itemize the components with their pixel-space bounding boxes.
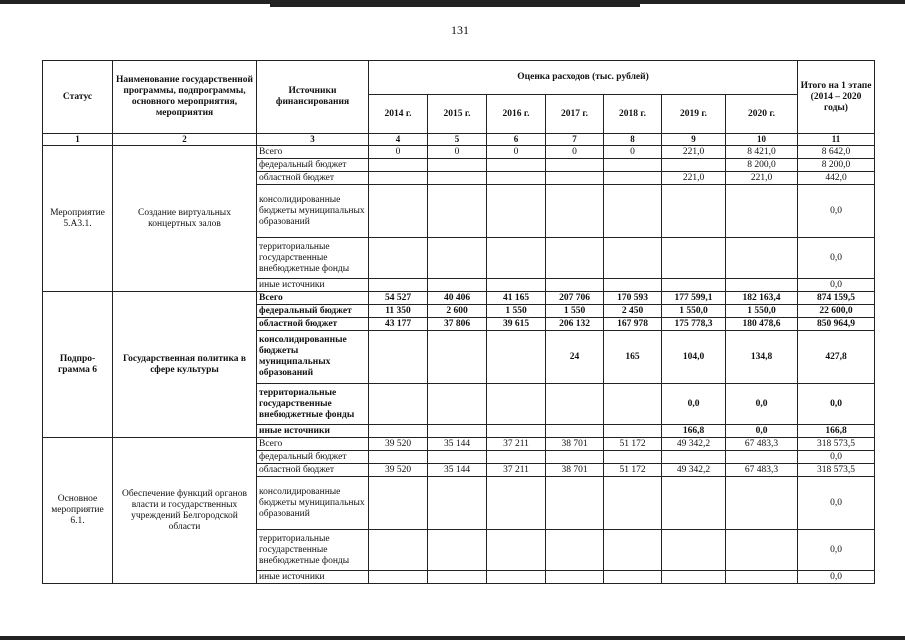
row-program-name: Обеспечение функций органов власти и государственных учреждений Белгородской области [113, 438, 257, 584]
header-total: Итого на 1 этапе (2014 – 2020 годы) [798, 61, 875, 134]
year-value [428, 425, 487, 438]
year-value: 165 [604, 331, 662, 384]
year-value: 177 599,1 [662, 292, 726, 305]
header-estimate: Оценка расходов (тыс. рублей) [369, 61, 798, 95]
year-value: 67 483,3 [726, 438, 798, 451]
year-value [662, 477, 726, 530]
year-value: 170 593 [604, 292, 662, 305]
year-value [604, 451, 662, 464]
header-sources: Источники финансирования [257, 61, 369, 134]
year-value [726, 185, 798, 238]
year-value: 49 342,2 [662, 464, 726, 477]
year-value: 41 165 [487, 292, 546, 305]
year-value: 0 [428, 146, 487, 159]
row-status: Подпро-грамма 6 [43, 292, 113, 438]
funding-source: областной бюджет [257, 318, 369, 331]
year-value [604, 185, 662, 238]
col-number: 5 [428, 134, 487, 146]
total-value: 166,8 [798, 425, 875, 438]
table-body [43, 146, 875, 584]
year-value [428, 530, 487, 571]
col-number: 6 [487, 134, 546, 146]
year-value: 37 211 [487, 438, 546, 451]
total-value: 8 200,0 [798, 159, 875, 172]
year-value [546, 185, 604, 238]
year-value: 206 132 [546, 318, 604, 331]
year-value [428, 451, 487, 464]
year-value: 8 200,0 [726, 159, 798, 172]
header-name: Наименование государственной программы, подпрограммы, основного мероприятия, мероприятия [113, 61, 257, 134]
funding-source: территориальные государственные внебюджетные фонды [257, 530, 369, 571]
year-value: 221,0 [662, 172, 726, 185]
top-rule [270, 0, 640, 7]
year-value [369, 331, 428, 384]
total-value: 8 642,0 [798, 146, 875, 159]
funding-source: Всего [257, 146, 369, 159]
year-value [428, 279, 487, 292]
year-value [487, 172, 546, 185]
year-value [369, 571, 428, 584]
funding-source: консолидированные бюджеты муниципальных образований [257, 185, 369, 238]
year-value [662, 571, 726, 584]
year-value: 51 172 [604, 464, 662, 477]
year-value: 1 550 [546, 305, 604, 318]
year-value [546, 172, 604, 185]
year-value [428, 238, 487, 279]
year-value: 8 421,0 [726, 146, 798, 159]
year-value: 39 615 [487, 318, 546, 331]
total-value: 0,0 [798, 279, 875, 292]
year-value [369, 238, 428, 279]
year-value [487, 238, 546, 279]
year-value [726, 451, 798, 464]
year-value [546, 477, 604, 530]
total-value: 0,0 [798, 384, 875, 425]
year-value: 37 806 [428, 318, 487, 331]
funding-source: Всего [257, 438, 369, 451]
year-value [428, 384, 487, 425]
header-year: 2014 г. [369, 95, 428, 134]
year-value: 39 520 [369, 464, 428, 477]
year-value: 221,0 [726, 172, 798, 185]
year-value: 167 978 [604, 318, 662, 331]
year-value: 182 163,4 [726, 292, 798, 305]
year-value: 37 211 [487, 464, 546, 477]
header-year: 2016 г. [487, 95, 546, 134]
year-value [662, 451, 726, 464]
funding-source: федеральный бюджет [257, 305, 369, 318]
total-value: 22 600,0 [798, 305, 875, 318]
header-year: 2020 г. [726, 95, 798, 134]
year-value [604, 571, 662, 584]
year-value: 39 520 [369, 438, 428, 451]
year-value [487, 384, 546, 425]
col-number: 1 [43, 134, 113, 146]
row-program-name: Государственная политика в сфере культуры [113, 292, 257, 438]
col-number: 2 [113, 134, 257, 146]
year-value [726, 477, 798, 530]
year-value [546, 384, 604, 425]
funding-source: консолидированные бюджеты муниципальных образований [257, 477, 369, 530]
year-value: 0 [369, 146, 428, 159]
year-value [662, 530, 726, 571]
year-value [662, 185, 726, 238]
year-value: 175 778,3 [662, 318, 726, 331]
year-value [428, 331, 487, 384]
year-value: 0 [487, 146, 546, 159]
year-value [546, 238, 604, 279]
year-value: 67 483,3 [726, 464, 798, 477]
table-row [43, 146, 875, 159]
year-value: 1 550,0 [662, 305, 726, 318]
year-value [726, 238, 798, 279]
year-value [487, 477, 546, 530]
year-value [546, 571, 604, 584]
total-value: 442,0 [798, 172, 875, 185]
year-value [546, 425, 604, 438]
year-value [428, 477, 487, 530]
year-value: 35 144 [428, 438, 487, 451]
year-value: 0,0 [726, 425, 798, 438]
funding-source: областной бюджет [257, 172, 369, 185]
col-number: 7 [546, 134, 604, 146]
year-value [369, 172, 428, 185]
year-value: 134,8 [726, 331, 798, 384]
year-value [604, 384, 662, 425]
year-value [487, 331, 546, 384]
year-value: 0 [604, 146, 662, 159]
year-value [662, 238, 726, 279]
funding-source: консолидированные бюджеты муниципальных образований [257, 331, 369, 384]
year-value: 1 550 [487, 305, 546, 318]
year-value [604, 425, 662, 438]
header-status: Статус [43, 61, 113, 134]
col-number: 4 [369, 134, 428, 146]
total-value: 850 964,9 [798, 318, 875, 331]
funding-source: федеральный бюджет [257, 159, 369, 172]
col-number: 8 [604, 134, 662, 146]
year-value [428, 185, 487, 238]
total-value: 0,0 [798, 571, 875, 584]
total-value: 0,0 [798, 451, 875, 464]
total-value: 0,0 [798, 185, 875, 238]
year-value [369, 451, 428, 464]
total-value: 874 159,5 [798, 292, 875, 305]
col-number: 11 [798, 134, 875, 146]
year-value [428, 571, 487, 584]
year-value [428, 172, 487, 185]
year-value: 0,0 [662, 384, 726, 425]
year-value: 207 706 [546, 292, 604, 305]
year-value [369, 425, 428, 438]
total-value: 318 573,5 [798, 464, 875, 477]
year-value: 166,8 [662, 425, 726, 438]
funding-source: областной бюджет [257, 464, 369, 477]
row-status: Мероприятие 5.А3.1. [43, 146, 113, 292]
year-value [604, 477, 662, 530]
year-value [487, 425, 546, 438]
row-program-name: Создание виртуальных концертных залов [113, 146, 257, 292]
header-year: 2017 г. [546, 95, 604, 134]
year-value: 221,0 [662, 146, 726, 159]
year-value [428, 159, 487, 172]
funding-source: федеральный бюджет [257, 451, 369, 464]
year-value: 38 701 [546, 464, 604, 477]
year-value [604, 172, 662, 185]
year-value: 38 701 [546, 438, 604, 451]
year-value [369, 185, 428, 238]
year-value [604, 279, 662, 292]
year-value [487, 159, 546, 172]
expenditure-table [42, 60, 875, 584]
year-value: 0,0 [726, 384, 798, 425]
year-value [726, 571, 798, 584]
total-value: 0,0 [798, 238, 875, 279]
col-number: 3 [257, 134, 369, 146]
year-value: 2 450 [604, 305, 662, 318]
year-value [546, 530, 604, 571]
total-value: 0,0 [798, 477, 875, 530]
year-value: 1 550,0 [726, 305, 798, 318]
header-year: 2019 г. [662, 95, 726, 134]
year-value [546, 451, 604, 464]
year-value: 0 [546, 146, 604, 159]
year-value: 40 406 [428, 292, 487, 305]
year-value: 54 527 [369, 292, 428, 305]
year-value [369, 530, 428, 571]
year-value [604, 530, 662, 571]
year-value: 51 172 [604, 438, 662, 451]
col-number: 9 [662, 134, 726, 146]
year-value: 11 350 [369, 305, 428, 318]
year-value [369, 159, 428, 172]
total-value: 427,8 [798, 331, 875, 384]
year-value [369, 477, 428, 530]
table-row [43, 292, 875, 305]
year-value [369, 384, 428, 425]
table-row [43, 438, 875, 451]
funding-source: территориальные государственные внебюджетные фонды [257, 384, 369, 425]
row-status: Основное мероприятие 6.1. [43, 438, 113, 584]
year-value [726, 279, 798, 292]
col-number: 10 [726, 134, 798, 146]
funding-source: территориальные государственные внебюджетные фонды [257, 238, 369, 279]
year-value [662, 159, 726, 172]
year-value: 24 [546, 331, 604, 384]
funding-source: Всего [257, 292, 369, 305]
year-value [546, 159, 604, 172]
year-value [487, 451, 546, 464]
header-year: 2018 г. [604, 95, 662, 134]
year-value [604, 238, 662, 279]
year-value [726, 530, 798, 571]
year-value: 180 478,6 [726, 318, 798, 331]
header-year: 2015 г. [428, 95, 487, 134]
total-value: 318 573,5 [798, 438, 875, 451]
funding-source: иные источники [257, 279, 369, 292]
year-value [487, 530, 546, 571]
year-value [546, 279, 604, 292]
year-value: 35 144 [428, 464, 487, 477]
total-value: 0,0 [798, 530, 875, 571]
year-value [604, 159, 662, 172]
year-value: 49 342,2 [662, 438, 726, 451]
year-value: 104,0 [662, 331, 726, 384]
year-value [662, 279, 726, 292]
year-value: 2 600 [428, 305, 487, 318]
funding-source: иные источники [257, 571, 369, 584]
year-value [487, 185, 546, 238]
page-number: 131 [451, 23, 469, 37]
year-value: 43 177 [369, 318, 428, 331]
year-value [487, 279, 546, 292]
year-value [369, 279, 428, 292]
funding-source: иные источники [257, 425, 369, 438]
year-value [487, 571, 546, 584]
